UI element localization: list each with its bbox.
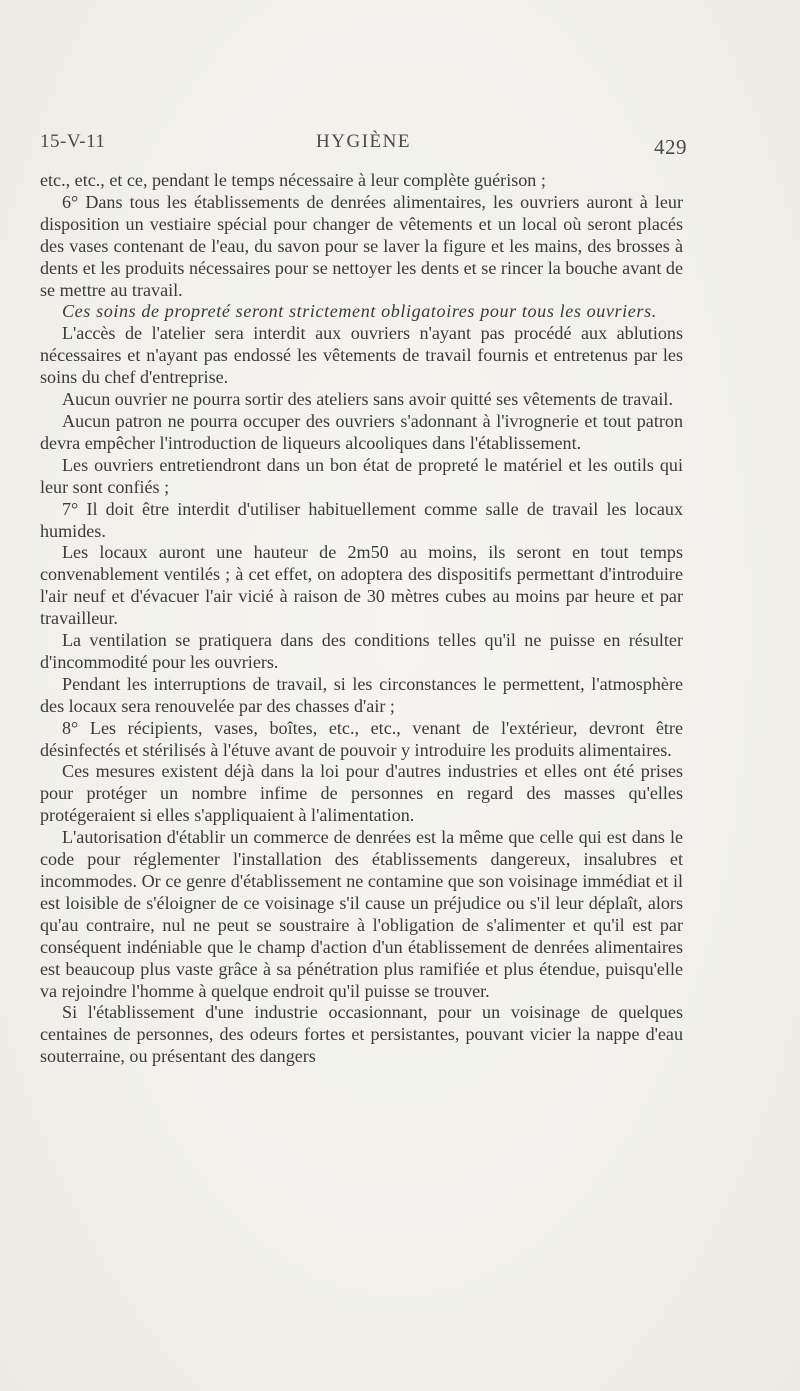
- paragraph: Si l'établissement d'une industrie occasionnant, pour un voisinage de quelques centaines de personnes, des odeurs fortes et persistantes, pouvant vicier la nappe d'eau souterraine, ou présentant des dangers: [40, 1002, 683, 1067]
- paragraph: Ces mesures existent déjà dans la loi pour d'autres industries et elles ont été prises pour protéger un nombre infime de personnes en regard des masses qu'elles protégeraient si elles s'appliquaient à l'alimentation.: [40, 761, 683, 826]
- paragraph: Aucun ouvrier ne pourra sortir des ateliers sans avoir quitté ses vêtements de travail.: [62, 389, 673, 410]
- paragraph: 8° Les récipients, vases, boîtes, etc., etc., venant de l'extérieur, devront être désinfectés et stérilisés à l'étuve avant de pouvoir y introduire les produits alimentaires.: [40, 717, 683, 760]
- header-title: HYGIÈNE: [316, 131, 411, 152]
- paragraph: Les ouvriers entretiendront dans un bon état de propreté le matériel et les outils qui leur sont confiés ;: [40, 454, 683, 497]
- header-date: 15-V-11: [40, 131, 106, 152]
- paragraph: La ventilation se pratiquera dans des conditions telles qu'il ne puisse en résulter d'incommodité pour les ouvriers.: [40, 630, 683, 672]
- running-header: [40, 131, 687, 157]
- paragraph: Aucun patron ne pourra occuper des ouvriers s'adonnant à l'ivrognerie et tout patron devra empêcher l'introduction de liqueurs alcooliques dans l'établissement.: [40, 410, 683, 453]
- paragraph: 7° Il doit être interdit d'utiliser habituellement comme salle de travail les locaux humides.: [40, 498, 683, 541]
- paragraph: etc., etc., et ce, pendant le temps nécessaire à leur complète guérison ;: [40, 170, 546, 190]
- paragraph: Pendant les interruptions de travail, si les circonstances le permettent, l'atmosphère des locaux sera renouvelée par des chasses d'air ;: [40, 673, 683, 716]
- paragraph: L'autorisation d'établir un commerce de denrées est la même que celle qui est dans le code pour réglementer l'installation des établissements dangereux, insalubres et incommodes. Or ce genre d'établissement ne contamine que son voisinage immédiat et il est loisible de s'éloigner de ce voisinage s'il cause un préjudice ou s'il leur déplaît, alors qu'au contraire, nul ne peut se soustraire à l'obligation de s'alimenter et qu'il est par conséquent indéniable que le champ d'action d'un établissement de denrées alimentaires est beaucoup plus vaste grâce à sa pénétration plus ramifiée et plus étendue, puisqu'elle va rejoindre l'homme à quelque endroit qu'il puisse se trouver.: [40, 827, 683, 1001]
- body-text: [40, 170, 683, 1068]
- paragraph: 6° Dans tous les établissements de denrées alimentaires, les ouvriers auront à leur disposition un vestiaire spécial pour changer de vêtements et un local où seront placés des vases contenant de l'eau, du savon pour se laver la figure et les mains, des brosses à dents et les produits nécessaires pour se nettoyer les dents et se rincer la bouche avant de se mettre au travail.: [40, 191, 683, 300]
- page-number: 429: [654, 135, 687, 159]
- paragraph: L'accès de l'atelier sera interdit aux ouvriers n'ayant pas procédé aux ablutions nécessaires et n'ayant pas endossé les vêtements de travail fournis et entretenus par les soins du chef d'entreprise.: [40, 323, 683, 388]
- paragraph-italic: Ces soins de propreté seront strictement obligatoires pour tous les ouvriers.: [62, 301, 657, 322]
- paragraph: Les locaux auront une hauteur de 2m50 au moins, ils seront en tout temps convenablement ventilés ; à cet effet, on adoptera des dispositifs permettant d'introduire l'air neuf et d'évacuer l'air vicié à raison de 30 mètres cubes au moins par heure et par travailleur.: [40, 542, 683, 629]
